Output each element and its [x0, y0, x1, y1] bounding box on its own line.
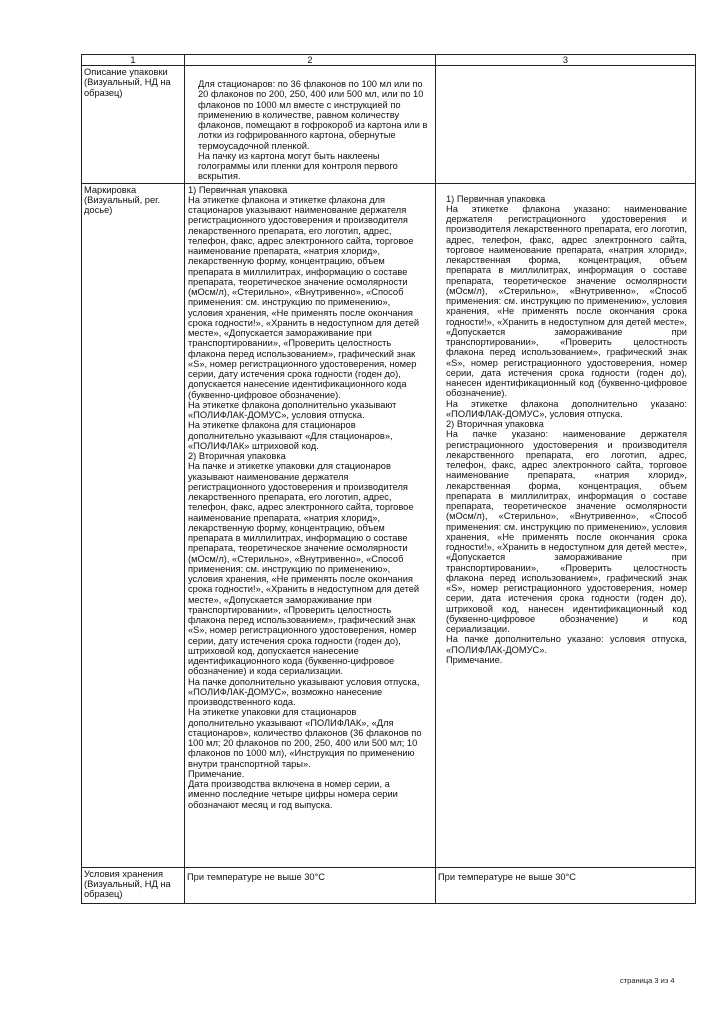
column-3-cell [436, 183, 696, 867]
paragraph: На этикетке флакона и этикетке флакона для стационаров указывают наименование держателя регистрационного удостоверения и производителя лекарственного препарата, его логотип, адрес, телефон, факс, адрес электронного сайта, торговое наименование препарата, «натрия хлорид», лекарственную форму, концентрацию, объем препарата в миллилитрах, информацию о составе препарата, теоретическое значение осмолярности (мОсм/л), «Стерильно», «Внутривенно», «Способ применения: см. инструкцию по применению», условия хранения, «Не применять после окончания срока годности!», «Хранить в недоступном для детей месте», «Допускается замораживание при транспортировании», «Проверить целостность флакона перед использованием», графический знак «S», номер регистрационного удостоверения, номер серии, дату истечения срока годности (годен до), допускается нанесение идентификационного кода (буквенно-цифровое обозначение). [188, 194, 420, 400]
column-3-cell [436, 66, 696, 184]
paragraph: При температуре не выше 30°C [187, 871, 326, 882]
paragraph: Для стационаров: по 36 флаконов по 100 мл или по 20 флаконов по 200, 250, 400 или 500 мл, или по 10 флаконов по 1000 мл вместе с инструкцией по применению в количестве, равном количеству флаконов, помещают в гофрокороб из картона или в лотки из гофрированного картона, обернутые термоусадочной пленкой. [198, 79, 428, 151]
table-row-marking [82, 183, 696, 867]
paragraph: На этикетке упаковки для стационаров дополнительно указывают «ПОЛИФЛАК», «Для стационаров», количество флаконов (36 флаконов по 100 мл; 20 флаконов по 200, 250, 400 или 500 мл; 10 флаконов по 1000 мл), «Инструкция по применению внутри транспортной тары». [188, 707, 422, 769]
paragraph: 1) Первичная упаковка [446, 193, 546, 204]
column-2-cell [185, 867, 436, 903]
paragraph: Примечание. [446, 654, 503, 665]
row-label [82, 183, 185, 867]
column-2-cell [185, 66, 436, 184]
table-header-row [82, 55, 696, 66]
page-number: страница 3 из 4 [620, 976, 675, 985]
column-header: 3 [436, 55, 696, 66]
paragraph: 2) Вторичная упаковка [446, 419, 544, 429]
paragraph: Примечание. [188, 768, 245, 779]
column-3-cell [436, 867, 696, 903]
row-label-text: Маркировка (Визуальный, рег. досье) [84, 184, 160, 215]
paragraph: На этикетке флакона для стационаров дополнительно указывают «Для стационаров», «ПОЛИФЛАК» штриховой код. [188, 420, 393, 451]
row-label-text: Описание упаковки (Визуальный, НД на образец) [84, 67, 171, 98]
paragraph: На этикетке флакона дополнительно указано: «ПОЛИФЛАК-ДОМУС», условия отпуска. [446, 398, 687, 419]
paragraph: На пачке дополнительно указывают условия отпуска, «ПОЛИФЛАК-ДОМУС», возможно нанесение производственного кода. [188, 676, 420, 707]
row-label [82, 867, 185, 903]
row-label [82, 66, 185, 184]
paragraph: 1) Первичная упаковка [188, 184, 288, 195]
paragraph: На пачке и этикетке упаковки для стационаров указывают наименование держателя регистрационного удостоверения и производителя лекарственного препарата, его логотип, адрес, телефон, факс, адрес электронного сайта, торговое наименование препарата, «натрия хлорид», лекарственную форму, концентрацию, объем препарата в миллилитрах, информацию о составе препарата, теоретическое значение осмолярности (мОсм/л), «Стерильно», «Внутривенно», «Способ применения: см. инструкцию по применению», условия хранения, «Не применять после окончания срока годности!», «Хранить в недоступном для детей месте», «Допускается замораживание при транспортировании», «Проверить целостность флакона перед использованием», графический знак «S», номер регистрационного удостоверения, номер серии, дату истечения срока годности (годен до), штриховой код, допускается нанесение идентификационного кода (буквенно-цифровое обозначение) и кода сериализации. [188, 461, 420, 677]
column-2-cell [185, 183, 436, 867]
paragraph: На пачке дополнительно указано: условия отпуска, «ПОЛИФЛАК-ДОМУС». [446, 634, 687, 655]
paragraph: Дата производства включена в номер серии, а именно последние четыре цифры номера серии обозначают месяц и год выпуска. [188, 779, 398, 810]
column-header: 1 [82, 55, 185, 66]
paragraph: На этикетке флакона указано: наименование держателя регистрационного удостоверения и производителя лекарственного препарата, его логотип, адрес, телефон, факс, адрес электронного сайта, торговое наименование препарата, «натрия хлорид», лекарственная форма, концентрация, объем препарата в миллилитрах, информация о составе препарата, теоретическое значение осмолярности (мОсм/л), «Стерильно», «Внутривенно», «Способ применения: см. инструкцию по применению», условия хранения, «Не применять после окончания срока годности!», «Хранить в недоступном для детей месте», «Допускается замораживание при транспортировании», «Проверить целостность флакона перед использованием», графический знак «S», номер регистрационного удостоверения, номер серии, дата истечения срока годности (годен до), нанесен идентификационный код (буквенно-цифровое обозначение). [446, 203, 687, 399]
row-label-text: Условия хранения (Визуальный, НД на образец) [84, 868, 171, 899]
specification-table [81, 54, 696, 904]
paragraph: 2) Вторичная упаковка [188, 451, 286, 461]
paragraph: При температуре не выше 30°C [438, 871, 577, 882]
paragraph: На пачку из картона могут быть наклеены голограммы или пленки для контроля первого вскрытия. [198, 150, 398, 182]
table-row-storage [82, 867, 696, 903]
column-header: 2 [185, 55, 436, 66]
paragraph: На пачке указано: наименование держателя регистрационного удостоверения и производителя лекарственного препарата, его логотип, адрес, телефон, факс, адрес электронного сайта, торговое наименование препарата, «натрия хлорид», лекарственная форма, концентрация, объем препарата в миллилитрах, информация о составе препарата, теоретическое значение осмолярности (мОсм/л), «Стерильно», «Внутривенно», «Способ применения: см. инструкцию по применению», условия хранения, «Не применять после окончания срока годности!», «Хранить в недоступном для детей месте», «Допускается замораживание при транспортировании», «Проверить целостность флакона перед использованием», графический знак «S», номер регистрационного удостоверения, номер серии, дата истечения срока годности (годен до), штриховой код, нанесен идентификационный код (буквенно-цифровое обозначение) и код сериализации. [446, 429, 687, 634]
paragraph: На этикетке флакона дополнительно указывают «ПОЛИФЛАК-ДОМУС», условия отпуска. [188, 399, 397, 420]
table-row-package-description [82, 66, 696, 184]
